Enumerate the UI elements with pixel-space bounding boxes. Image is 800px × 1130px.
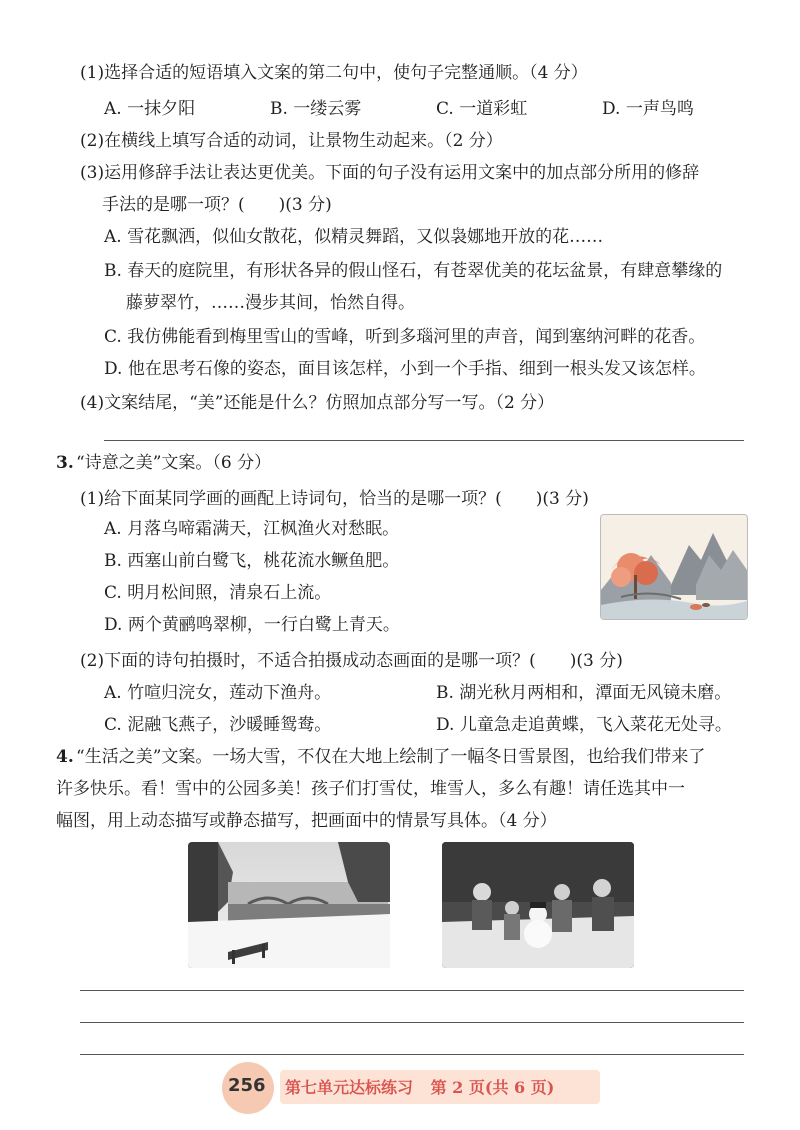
unit-title: 第七单元达标练习 [285,1078,414,1097]
snowy-park-photo [188,842,390,968]
q4-line3: 幅图，用上动态描写或静态描写，把画面中的情景写具体。（4 分） [56,811,557,831]
option-a: A. 一抹夕阳 [104,99,196,119]
option-c: C. 一道彩虹 [436,99,528,119]
answer-line[interactable] [80,1022,744,1023]
q3-s1-option-a: A. 月落乌啼霜满天，江枫渔火对愁眠。 [104,519,400,539]
q3-s2-options-row1 [104,682,744,704]
option-c: C. 泥融飞燕子，沙暖睡鸳鸯。 [104,715,332,735]
option-b: B. 一缕云雾 [270,99,362,119]
answer-line[interactable] [80,990,744,991]
footer-label [285,1075,554,1098]
option-a: A. 竹喧归浣女，莲动下渔舟。 [104,683,332,703]
answer-line[interactable] [104,440,744,441]
page-info: 第 2 页(共 6 页) [430,1078,555,1097]
q2-s1-options [104,98,744,120]
q3-number: 3. [56,453,74,473]
q2-s3-option-b-line1: B. 春天的庭院里，有形状各异的假山怪石，有苍翠优美的花坛盆景，有肆意攀缘的 [104,261,723,281]
q3-title: “诗意之美”文案。（6 分） [76,453,272,473]
q2-s2-stem: (2)在横线上填写合适的动词，让景物生动起来。（2 分） [80,131,503,151]
q2-s4-stem: (4)文案结尾，“美”还能是什么？仿照加点部分写一写。（2 分） [80,393,555,413]
option-d: D. 儿童急走追黄蝶，飞入菜花无处寻。 [436,715,732,735]
q3-s1-option-d: D. 两个黄鹂鸣翠柳，一行白鹭上青天。 [104,615,400,635]
q3-s1-option-c: C. 明月松间照，清泉石上流。 [104,583,332,603]
q4-number: 4. [56,747,74,767]
q2-s3-option-c: C. 我仿佛能看到梅里雪山的雪峰，听到多瑙河里的声音，闻到塞纳河畔的花香。 [104,327,706,347]
q2-s1-stem: (1)选择合适的短语填入文案的第二句中，使句子完整通顺。（4 分） [80,63,588,83]
q3-s1-option-b: B. 西塞山前白鹭飞，桃花流水鳜鱼肥。 [104,551,400,571]
q3-s2-stem: (2)下面的诗句拍摄时，不适合拍摄成动态画面的是哪一项？( )(3 分) [80,651,623,671]
q2-s3-stem-line2: 手法的是哪一项？( )(3 分) [102,195,332,215]
q2-s3-option-d: D. 他在思考石像的姿态，面目该怎样，小到一个手指、细到一根头发又该怎样。 [104,359,706,379]
q2-s3-stem-line1: (3)运用修辞手法让表达更优美。下面的句子没有运用文案中的加点部分所用的修辞 [80,163,700,183]
snowball-fight-photo [442,842,634,968]
answer-line[interactable] [80,1054,744,1055]
page-number: 256 [228,1075,266,1096]
q3-s1-stem: (1)给下面某同学画的画配上诗词句，恰当的是哪一项？( )(3 分) [80,489,589,509]
q4-line1: “生活之美”文案。一场大雪，不仅在大地上绘制了一幅冬日雪景图，也给我们带来了 [76,747,706,767]
option-d: D. 一声鸟鸣 [602,99,694,119]
q2-s3-option-b-line2: 藤萝翠竹，……漫步其间，怡然自得。 [126,293,415,313]
q2-s3-option-a: A. 雪花飘洒，似仙女散花，似精灵舞蹈，又似袅娜地开放的花…… [104,227,604,247]
option-b: B. 湖光秋月两相和，潭面无风镜未磨。 [436,683,732,703]
q3-s2-options-row2 [104,714,744,736]
landscape-painting-image [600,514,748,620]
q4-line2: 许多快乐。看！雪中的公园多美！孩子们打雪仗，堆雪人，多么有趣！请任选其中一 [56,779,685,799]
